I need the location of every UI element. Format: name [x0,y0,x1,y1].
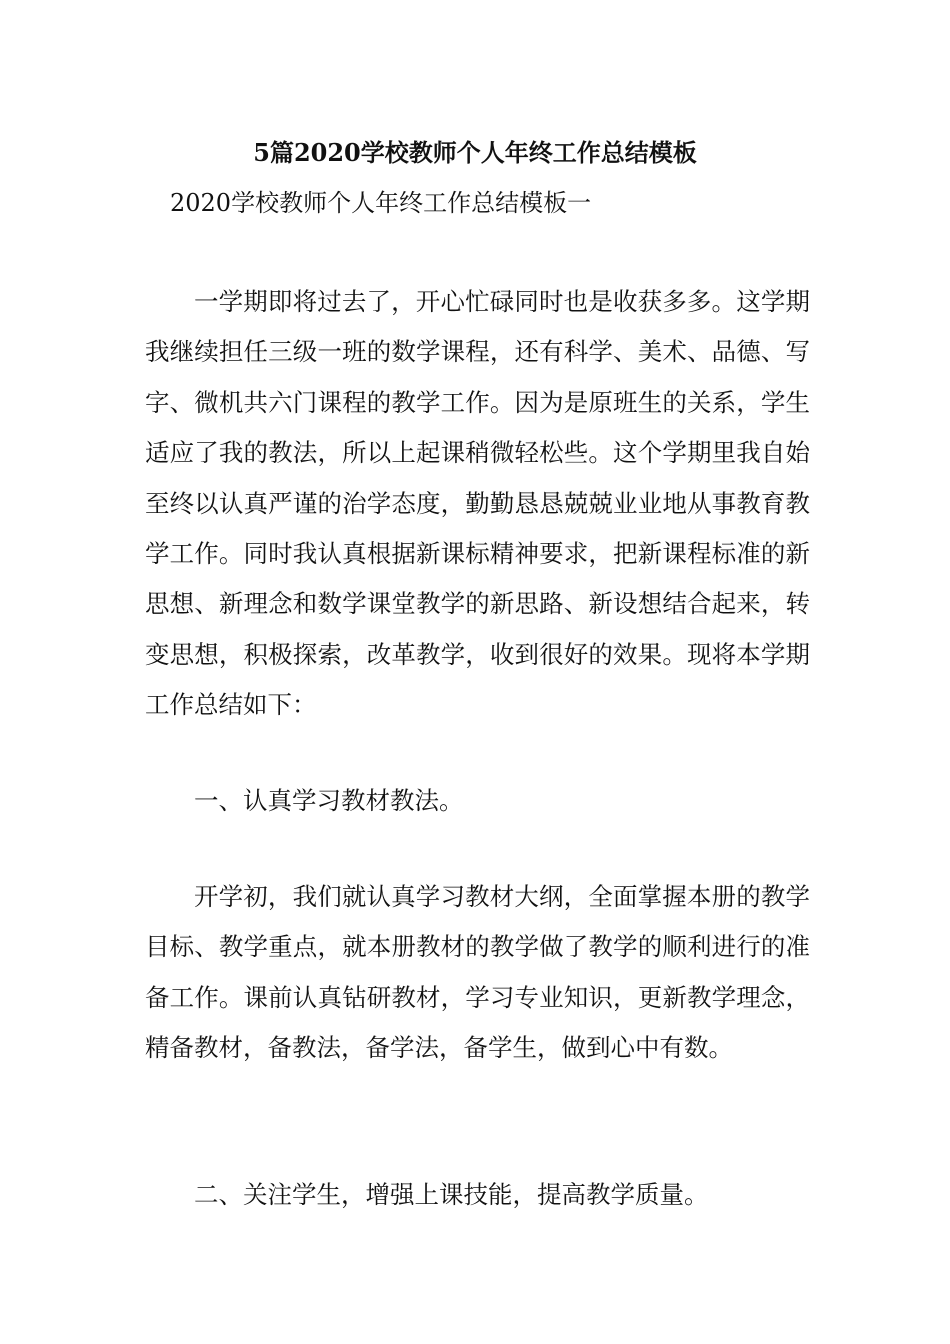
document-title: 5篇2020学校教师个人年终工作总结模板 [253,138,697,167]
section-heading-2: 二、关注学生，增强上课技能，提高教学质量。 [194,1180,709,1209]
document-subtitle: 2020学校教师个人年终工作总结模板一 [170,189,592,217]
paragraph-intro: 一学期即将过去了，开心忙碌同时也是收获多多。这学期我继续担任三级一班的数学课程，还有科学、美术、品德、写字、微机共六门课程的教学工作。因为是原班生的关系，学生适应了我的教法，所以上起课稍微轻松些。这个学期里我自始至终以认真严谨的治学态度，勤勤恳恳兢兢业业地从事教育教学工作。同时我认真根据新课标精神要求，把新课程标准的新思想、新理念和数学课堂教学的新思路、新设想结合起来，转变思想，积极探索，改革教学，收到很好的效果。现将本学期工作总结如下： [145,287,810,720]
section-heading-1: 一、认真学习教材教法。 [194,786,464,815]
paragraph-section-1: 开学初，我们就认真学习教材大纲，全面掌握本册的教学目标、教学重点，就本册教材的教学做了教学的顺利进行的准备工作。课前认真钻研教材，学习专业知识，更新教学理念，精备教材，备教法，备学法，备学生，做到心中有数。 [145,882,810,1063]
